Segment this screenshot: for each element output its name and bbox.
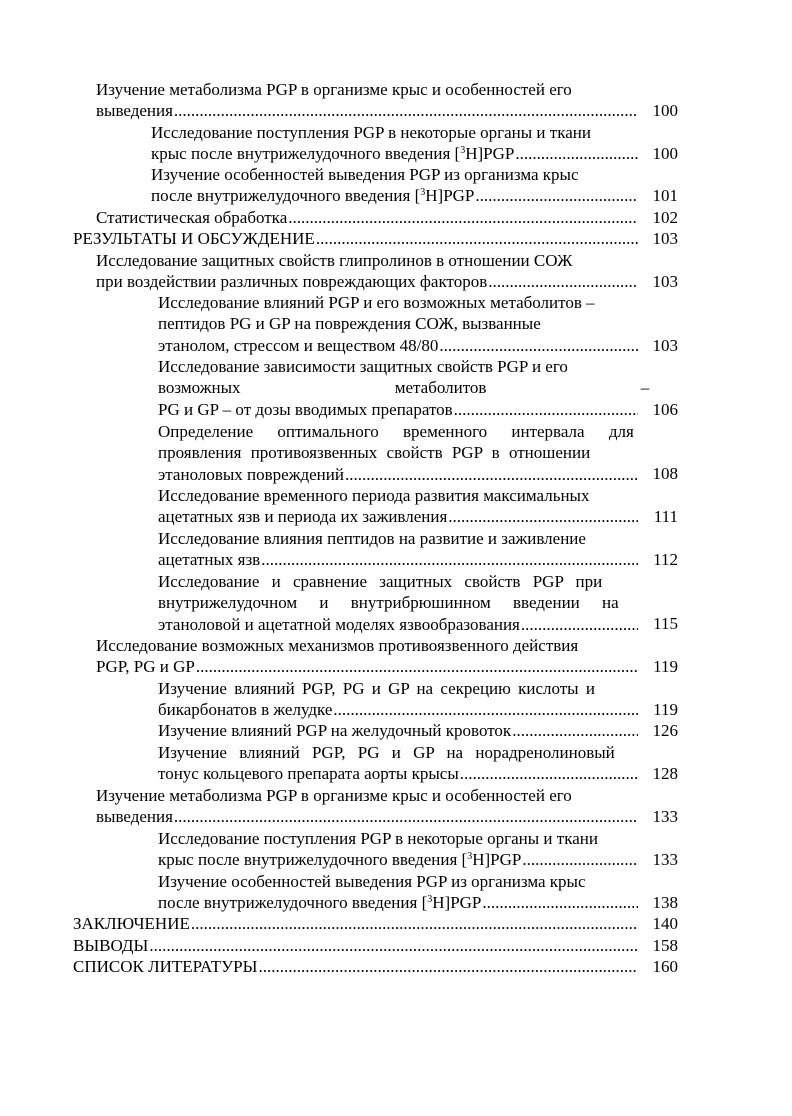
toc-entry-text: Статистическая обработка bbox=[96, 208, 288, 227]
toc-entry-line bbox=[158, 464, 638, 485]
toc-page-number: 158 bbox=[652, 936, 678, 955]
toc-entry-text: Исследование возможных механизмов противоязвенного действия bbox=[96, 636, 579, 655]
toc-entry-line bbox=[96, 207, 638, 228]
toc-entry bbox=[73, 228, 638, 249]
toc-entry bbox=[158, 678, 638, 721]
superscript: 3 bbox=[420, 187, 426, 199]
dot-leader bbox=[174, 806, 638, 827]
toc-text-part: H]PGP bbox=[425, 186, 475, 206]
toc-entry-text: Изучение влияний PGP, PG и GP на норадренолиновый bbox=[158, 743, 615, 762]
toc-entry-line bbox=[151, 185, 638, 206]
toc-entry-text bbox=[158, 849, 521, 870]
toc-entry-text: Исследование и сравнение защитных свойств PGP при bbox=[158, 572, 603, 591]
toc-entry-line bbox=[73, 956, 638, 977]
toc-entry-line bbox=[96, 806, 638, 827]
toc-entry bbox=[73, 935, 638, 956]
toc-entry-line bbox=[96, 635, 638, 656]
superscript: 3 bbox=[427, 894, 433, 906]
superscript: 3 bbox=[467, 851, 473, 863]
toc-entry-line bbox=[158, 377, 650, 398]
toc-text-part: после внутрижелудочного введения [ bbox=[151, 186, 421, 206]
toc-text-part: крыс после внутрижелудочного введения [ bbox=[151, 144, 461, 164]
toc-entry-line bbox=[158, 571, 638, 592]
toc-entry-line bbox=[73, 228, 638, 249]
dot-leader bbox=[288, 207, 638, 228]
toc-page-number: 103 bbox=[652, 336, 678, 355]
toc-page-number: 133 bbox=[652, 850, 678, 869]
toc-entry-line bbox=[158, 356, 638, 377]
toc-entry-line bbox=[158, 549, 638, 570]
toc-entry bbox=[96, 79, 638, 122]
toc-entry bbox=[158, 356, 650, 420]
toc-entry-line bbox=[158, 442, 638, 463]
toc-entry bbox=[158, 720, 638, 741]
dot-leader bbox=[512, 720, 638, 741]
toc-entry-line bbox=[96, 656, 638, 677]
toc-entry-text: Изучение метаболизма PGP в организме крыс и особенностей его bbox=[96, 80, 572, 99]
toc-page-number: 119 bbox=[653, 700, 678, 719]
toc-entry-text: бикарбонатов в желудке bbox=[158, 700, 333, 720]
toc-text-part: после внутрижелудочного введения [ bbox=[158, 893, 428, 913]
toc-entry bbox=[151, 164, 638, 207]
toc-page-number: 112 bbox=[653, 550, 678, 569]
toc-entry-text: при воздействии различных повреждающих факторов bbox=[96, 272, 488, 292]
toc-entry bbox=[158, 871, 638, 914]
toc-entry-text: Определение оптимального временного интервала для bbox=[158, 422, 634, 441]
toc-entry-text: выведения bbox=[96, 807, 173, 827]
dot-leader bbox=[521, 614, 638, 635]
dot-leader bbox=[488, 271, 638, 292]
toc-entry-line bbox=[158, 292, 638, 313]
dot-leader bbox=[333, 699, 638, 720]
toc-text-part: крыс после внутрижелудочного введения [ bbox=[158, 850, 468, 870]
toc-page-number: 102 bbox=[652, 208, 678, 227]
dot-leader bbox=[522, 849, 638, 870]
toc-entry-text: ВЫВОДЫ bbox=[73, 936, 149, 955]
toc-entry bbox=[158, 421, 638, 485]
toc-entry-line bbox=[73, 913, 638, 934]
toc-entry bbox=[158, 528, 638, 571]
toc-entry-line bbox=[158, 699, 638, 720]
toc-entry-text: Исследование влияния пептидов на развитие и заживление bbox=[158, 529, 586, 548]
toc-page-number: 140 bbox=[652, 914, 678, 933]
toc-entry-text: Исследование защитных свойств глипролинов в отношении СОЖ bbox=[96, 251, 573, 270]
dot-leader bbox=[448, 506, 638, 527]
toc-page-number: 108 bbox=[652, 464, 678, 483]
toc-entry bbox=[73, 913, 638, 934]
toc-entry-text: тонус кольцевого препарата аорты крысы bbox=[158, 764, 459, 784]
toc-entry-line bbox=[96, 100, 638, 121]
toc-entry-text: этанолом, стрессом и веществом 48/80 bbox=[158, 335, 439, 355]
toc-page-number: 126 bbox=[652, 721, 678, 740]
toc-entry-text: возможных метаболитов – bbox=[158, 378, 650, 398]
toc-entry-text bbox=[151, 143, 514, 164]
toc-entry-line bbox=[158, 720, 638, 741]
toc-entry-line bbox=[158, 614, 638, 635]
toc-entry-text: РЕЗУЛЬТАТЫ И ОБСУЖДЕНИЕ bbox=[73, 229, 315, 248]
toc-entry-text: Исследование поступления PGP в некоторые органы и ткани bbox=[158, 829, 598, 848]
toc-entry-text: Исследование зависимости защитных свойств PGP и его bbox=[158, 357, 568, 376]
toc-entry-text: PG и GP – от дозы вводимых препаратов bbox=[158, 399, 453, 419]
toc-entry-line bbox=[158, 485, 638, 506]
dot-leader bbox=[515, 143, 638, 164]
toc-page-number: 106 bbox=[652, 400, 678, 419]
toc-entry-line bbox=[151, 164, 638, 185]
toc-entry bbox=[158, 292, 638, 356]
toc-entry-line bbox=[158, 742, 638, 763]
toc-entry-line bbox=[158, 421, 638, 442]
dot-leader bbox=[174, 100, 638, 121]
toc-entry-line bbox=[158, 528, 638, 549]
toc-text-part: H]PGP bbox=[432, 893, 482, 913]
toc-entry-line bbox=[158, 828, 638, 849]
toc-entry-text: Изучение особенностей выведения PGP из организма крыс bbox=[158, 872, 586, 891]
toc-page-number: 119 bbox=[653, 657, 678, 676]
toc-page-number: 100 bbox=[652, 101, 678, 120]
dot-leader bbox=[149, 935, 638, 956]
toc-entry-text: выведения bbox=[96, 101, 173, 121]
toc-entry bbox=[96, 635, 638, 678]
toc-entry bbox=[96, 785, 638, 828]
dot-leader bbox=[460, 763, 638, 784]
toc-entry-text: Исследование поступления PGP в некоторые органы и ткани bbox=[151, 123, 591, 142]
dot-leader bbox=[196, 656, 638, 677]
dot-leader bbox=[439, 335, 638, 356]
dot-leader bbox=[191, 913, 638, 934]
toc-entry-line bbox=[158, 892, 638, 913]
toc-entry-text: этаноловых повреждений bbox=[158, 464, 344, 484]
toc-entry-line bbox=[73, 935, 638, 956]
toc-entry-text bbox=[151, 185, 474, 206]
toc-entry-line bbox=[158, 399, 638, 420]
toc-entry-text: пептидов PG и GP на повреждения СОЖ, вызванные bbox=[158, 314, 541, 334]
toc-page-number: 103 bbox=[652, 272, 678, 291]
toc-entry-text bbox=[158, 892, 481, 913]
toc-entry bbox=[151, 122, 638, 165]
toc-entry bbox=[158, 742, 638, 785]
toc-entry-text: проявления противоязвенных свойств PGP в отношении bbox=[158, 443, 591, 463]
toc-page-number: 128 bbox=[652, 764, 678, 783]
toc-entry-text: Изучение влияний PGP, PG и GP на секрецию кислоты и bbox=[158, 679, 595, 698]
toc-entry bbox=[96, 207, 638, 228]
superscript: 3 bbox=[460, 145, 466, 157]
toc-page-number: 101 bbox=[652, 186, 678, 205]
toc-entry bbox=[158, 828, 638, 871]
toc-entry-text: Исследование временного периода развития максимальных bbox=[158, 486, 590, 505]
toc-entry-text: ацетатных язв и периода их заживления bbox=[158, 507, 448, 527]
toc-entry-line bbox=[158, 871, 638, 892]
toc-page-number: 100 bbox=[652, 144, 678, 163]
toc-entry bbox=[96, 250, 638, 293]
toc-entry-text: ацетатных язв bbox=[158, 550, 261, 570]
toc-entry-line bbox=[158, 678, 638, 699]
toc-entry-text: внутрижелудочном и внутрибрюшинном введении на bbox=[158, 593, 619, 613]
dot-leader bbox=[345, 464, 638, 485]
toc-entry-text: Изучение влияний PGP на желудочный кровоток bbox=[158, 721, 512, 740]
toc-entry-text: ЗАКЛЮЧЕНИЕ bbox=[73, 914, 190, 933]
toc-entry bbox=[158, 485, 638, 528]
toc-entry-line bbox=[158, 506, 638, 527]
toc-entry-text: Исследование влияний PGP и его возможных метаболитов – bbox=[158, 293, 595, 312]
toc-text-part: H]PGP bbox=[465, 144, 515, 164]
toc-entry-line bbox=[158, 335, 638, 356]
dot-leader bbox=[482, 892, 638, 913]
toc-entry-text: Изучение особенностей выведения PGP из организма крыс bbox=[151, 165, 579, 184]
toc-page-number: 138 bbox=[652, 893, 678, 912]
toc-entry-text: СПИСОК ЛИТЕРАТУРЫ bbox=[73, 957, 258, 976]
toc-entry bbox=[158, 571, 638, 635]
toc-entry-line bbox=[151, 143, 638, 164]
toc-text-part: H]PGP bbox=[472, 850, 522, 870]
toc-entry-line bbox=[96, 79, 638, 100]
dot-leader bbox=[454, 399, 638, 420]
toc-entry-line bbox=[151, 122, 638, 143]
dot-leader bbox=[316, 228, 638, 249]
toc-entry-line bbox=[158, 763, 638, 784]
toc-page-number: 160 bbox=[652, 957, 678, 976]
toc-entry-text: PGP, PG и GP bbox=[96, 657, 195, 677]
toc-entry-line bbox=[158, 592, 638, 613]
toc-page-number: 111 bbox=[653, 507, 678, 526]
dot-leader bbox=[475, 185, 638, 206]
toc-entry-line bbox=[158, 313, 638, 334]
toc-page-number: 115 bbox=[653, 614, 678, 633]
toc-entry-text: этаноловой и ацетатной моделях язвообразования bbox=[158, 614, 520, 634]
toc-page-number: 133 bbox=[652, 807, 678, 826]
toc-entry-text: Изучение метаболизма PGP в организме крыс и особенностей его bbox=[96, 786, 572, 805]
toc-entry-line bbox=[158, 849, 638, 870]
toc-entry-line bbox=[96, 785, 638, 806]
toc-entry bbox=[73, 956, 638, 977]
toc-entry-line bbox=[96, 271, 638, 292]
dot-leader bbox=[258, 956, 638, 977]
toc-page-number: 103 bbox=[652, 229, 678, 248]
dot-leader bbox=[261, 549, 638, 570]
toc-entry-line bbox=[96, 250, 638, 271]
